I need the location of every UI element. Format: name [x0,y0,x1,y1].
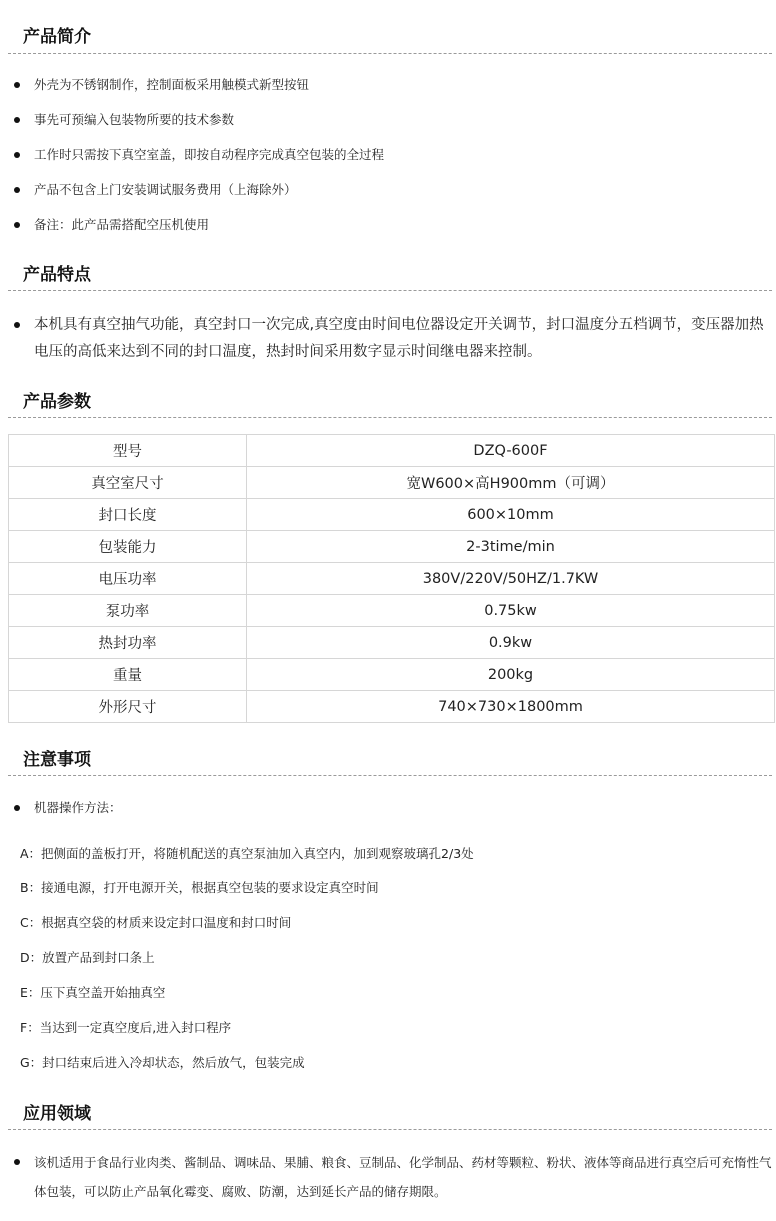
section-divider [8,417,772,418]
table-row [9,563,775,595]
table-row [9,531,775,563]
bullet-dot-icon [14,82,20,88]
bullet-dot-icon [14,322,20,328]
bullet-dot-icon [14,187,20,193]
param-value: 200kg [247,659,775,691]
param-value: 0.75kw [247,595,775,627]
notes-intro-item: 机器操作方法： [14,798,772,818]
params-table [8,434,775,723]
table-row [9,595,775,627]
operation-step: E：压下真空盖开始抽真空 [20,985,166,1000]
param-key: 包装能力 [9,531,247,563]
param-value: 600×10mm [247,499,775,531]
param-key: 外形尺寸 [9,691,247,723]
operation-step: F：当达到一定真空度后,进入封口程序 [20,1020,232,1035]
param-key: 封口长度 [9,499,247,531]
section-title-intro: 产品简介 [23,27,91,47]
intro-list-item: 外壳为不锈钢制作，控制面板采用触模式新型按钮 [14,75,772,95]
table-row [9,627,775,659]
param-value: 宽W600×高H900mm（可调） [247,467,775,499]
section-divider [8,53,772,54]
section-divider [8,290,772,291]
intro-list-item: 事先可预编入包装物所要的技术参数 [14,110,772,130]
param-key: 泵功率 [9,595,247,627]
section-title-notes: 注意事项 [23,750,91,770]
applications-text: 该机适用于食品行业肉类、酱制品、调味品、果脯、粮食、豆制品、化学制品、药材等颗粒、粉状、液体等商品进行真空后可充惰性气体包装，可以防止产品氧化霉变、腐败、防潮，达到延长产品的储存期限。 [14,1148,776,1206]
intro-list-item: 产品不包含上门安装调试服务费用（上海除外） [14,180,772,200]
feature-text: 本机具有真空抽气功能，真空封口一次完成,真空度由时间电位器设定开关调节，封口温度分五档调节，变压器加热电压的高低来达到不同的封口温度，热封时间采用数字显示时间继电器来控制。 [14,312,776,366]
bullet-dot-icon [14,805,20,811]
table-row [9,499,775,531]
param-value: 380V/220V/50HZ/1.7KW [247,563,775,595]
param-key: 热封功率 [9,627,247,659]
operation-step: G：封口结束后进入冷却状态，然后放气，包装完成 [20,1055,305,1070]
table-row [9,467,775,499]
bullet-dot-icon [14,222,20,228]
intro-list-item: 工作时只需按下真空室盖，即按自动程序完成真空包装的全过程 [14,145,772,165]
bullet-dot-icon [14,152,20,158]
table-row [9,659,775,691]
param-value: DZQ-600F [247,435,775,467]
table-row [9,435,775,467]
section-title-features: 产品特点 [23,265,91,285]
param-value: 0.9kw [247,627,775,659]
operation-step: D：放置产品到封口条上 [20,950,155,965]
bullet-dot-icon [14,117,20,123]
param-key: 电压功率 [9,563,247,595]
param-value: 740×730×1800mm [247,691,775,723]
operation-step: A：把侧面的盖板打开，将随机配送的真空泵油加入真空内，加到观察玻璃孔2/3处 [20,846,474,861]
operation-step: C：根据真空袋的材质来设定封口温度和封口时间 [20,915,292,930]
param-key: 真空室尺寸 [9,467,247,499]
operation-step: B：接通电源，打开电源开关，根据真空包装的要求设定真空时间 [20,880,379,895]
section-divider [8,775,772,776]
section-title-params: 产品参数 [23,392,91,412]
table-row [9,691,775,723]
param-value: 2-3time/min [247,531,775,563]
bullet-dot-icon [14,1159,20,1165]
intro-list-item: 备注：此产品需搭配空压机使用 [14,215,772,235]
section-title-applications: 应用领域 [23,1104,91,1124]
section-divider [8,1129,772,1130]
param-key: 型号 [9,435,247,467]
param-key: 重量 [9,659,247,691]
